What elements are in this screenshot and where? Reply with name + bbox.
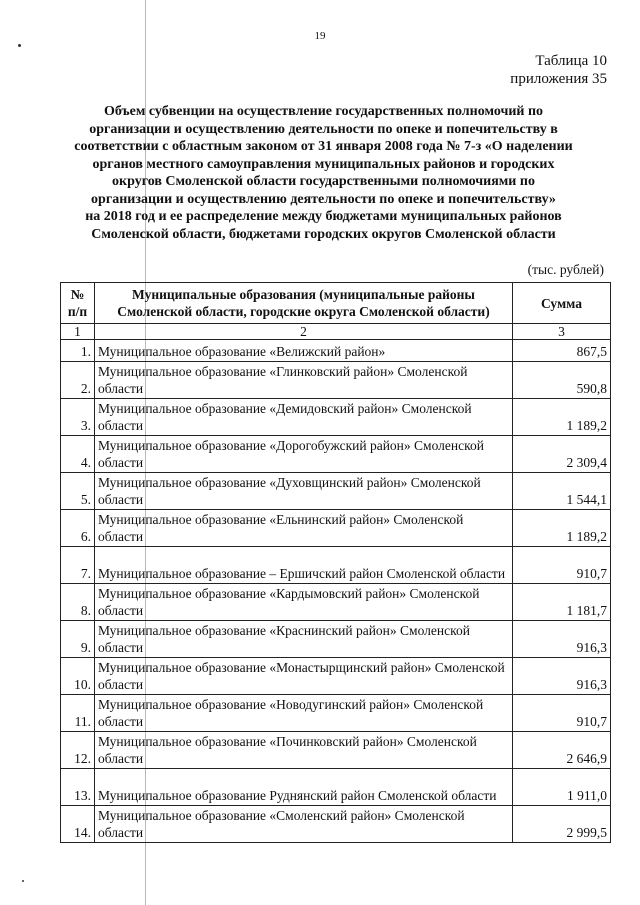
row-number-cell: 8. <box>61 584 95 621</box>
sum-cell: 590,8 <box>513 362 611 399</box>
table-row <box>61 473 611 510</box>
row-number-cell: 6. <box>61 510 95 547</box>
sum-cell: 1 544,1 <box>513 473 611 510</box>
header-sum: Сумма <box>513 283 611 324</box>
table-row <box>61 769 611 806</box>
table-row <box>61 547 611 584</box>
row-number-cell: 4. <box>61 436 95 473</box>
table-row <box>61 362 611 399</box>
header-municipality: Муниципальные образования (муниципальные районы Смоленской области, городские округа Смоленской области) <box>95 283 513 324</box>
subvention-table <box>60 282 611 843</box>
sum-cell: 1 189,2 <box>513 399 611 436</box>
sum-cell: 916,3 <box>513 658 611 695</box>
column-index-cell: 2 <box>95 324 513 340</box>
row-number-cell: 14. <box>61 806 95 843</box>
municipality-name-cell: Муниципальное образование «Починковский район» Смоленской области <box>95 732 513 769</box>
municipality-name-cell: Муниципальное образование «Дорогобужский район» Смоленской области <box>95 436 513 473</box>
sum-cell: 2 309,4 <box>513 436 611 473</box>
table-row <box>61 806 611 843</box>
municipality-name-cell: Муниципальное образование «Новодугинский район» Смоленской области <box>95 695 513 732</box>
title-line: округов Смоленской области государственными полномочиями по <box>112 174 535 189</box>
header-number: № п/п <box>61 283 95 324</box>
title-line: Смоленской области, бюджетами городских округов Смоленской области <box>91 226 556 242</box>
sum-cell: 910,7 <box>513 547 611 584</box>
row-number-cell: 9. <box>61 621 95 658</box>
table-row <box>61 695 611 732</box>
sum-cell: 867,5 <box>513 340 611 362</box>
municipality-name-cell: Муниципальное образование «Монастырщинский район» Смоленской области <box>95 658 513 695</box>
document-title <box>40 103 607 243</box>
municipality-name-cell: Муниципальное образование «Демидовский район» Смоленской области <box>95 399 513 436</box>
row-number-cell: 10. <box>61 658 95 695</box>
row-number-cell: 13. <box>61 769 95 806</box>
row-number-cell: 3. <box>61 399 95 436</box>
page-number: 19 <box>314 30 326 42</box>
table-row <box>61 436 611 473</box>
column-index-cell: 3 <box>513 324 611 340</box>
title-line: Объем субвенции на осуществление государственных полномочий по <box>103 104 544 119</box>
table-row <box>61 584 611 621</box>
municipality-name-cell: Муниципальное образование «Велижский район» <box>95 340 513 362</box>
sum-cell: 1 189,2 <box>513 510 611 547</box>
municipality-name-cell: Муниципальное образование «Смоленский район» Смоленской области <box>95 806 513 843</box>
table-row <box>61 399 611 436</box>
title-line: на 2018 год и ее распределение между бюджетами муниципальных районов <box>85 209 562 224</box>
sum-cell: 2 999,5 <box>513 806 611 843</box>
title-line: организации и осуществлению деятельности по опеке и попечительству в <box>89 121 558 137</box>
title-line: соответствии с областным законом от 31 января 2008 года № 7-з «О наделении <box>74 139 573 154</box>
municipality-name-cell: Муниципальное образование «Духовщинский район» Смоленской области <box>95 473 513 510</box>
municipality-name-cell: Муниципальное образование – Ершичский район Смоленской области <box>95 547 513 584</box>
scan-dust-mark <box>18 44 21 47</box>
sum-cell: 910,7 <box>513 695 611 732</box>
sum-cell: 2 646,9 <box>513 732 611 769</box>
row-number-cell: 2. <box>61 362 95 399</box>
units-label: (тыс. рублей) <box>527 262 604 277</box>
column-index-cell: 1 <box>61 324 95 340</box>
appendix-reference-line: приложения 35 <box>510 71 607 87</box>
municipality-name-cell: Муниципальное образование «Кардымовский район» Смоленской области <box>95 584 513 621</box>
title-line: органов местного самоуправления муниципальных районов и городских <box>92 156 555 172</box>
municipality-name-cell: Муниципальное образование «Ельнинский район» Смоленской области <box>95 510 513 547</box>
scan-dust-mark <box>22 880 24 882</box>
municipality-name-cell: Муниципальное образование «Глинковский район» Смоленской области <box>95 362 513 399</box>
row-number-cell: 12. <box>61 732 95 769</box>
table-row <box>61 732 611 769</box>
municipality-name-cell: Муниципальное образование Руднянский район Смоленской области <box>95 769 513 806</box>
municipality-name-cell: Муниципальное образование «Краснинский район» Смоленской области <box>95 621 513 658</box>
table-row <box>61 510 611 547</box>
title-line: организации и осуществлению деятельности по опеке и попечительству» <box>91 191 556 207</box>
sum-cell: 916,3 <box>513 621 611 658</box>
table-row <box>61 340 611 362</box>
row-number-cell: 5. <box>61 473 95 510</box>
column-index-row <box>61 324 611 340</box>
table-row <box>61 621 611 658</box>
table-row <box>61 658 611 695</box>
sum-cell: 1 181,7 <box>513 584 611 621</box>
row-number-cell: 1. <box>61 340 95 362</box>
table-header-row <box>61 283 611 324</box>
row-number-cell: 7. <box>61 547 95 584</box>
table-reference-line: Таблица 10 <box>535 53 607 69</box>
table-reference <box>510 52 607 88</box>
row-number-cell: 11. <box>61 695 95 732</box>
sum-cell: 1 911,0 <box>513 769 611 806</box>
